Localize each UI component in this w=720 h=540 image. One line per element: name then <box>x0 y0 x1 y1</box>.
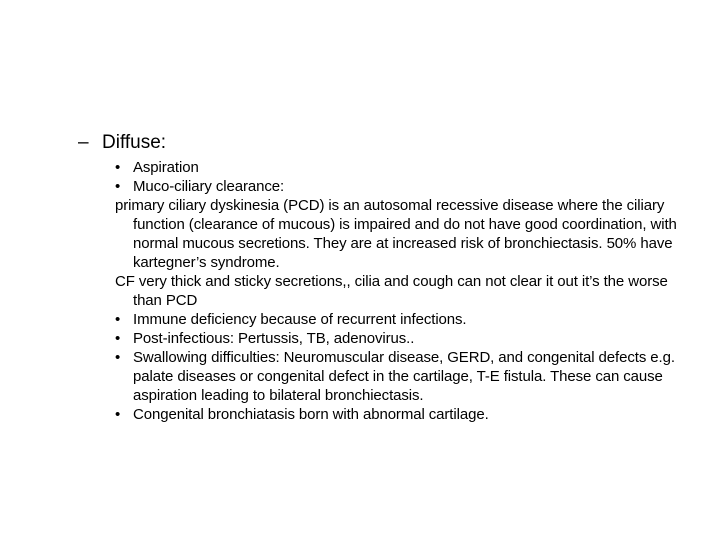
bullet-icon: • <box>115 330 121 347</box>
list-item-text: Aspiration <box>133 159 199 176</box>
list-item-muco-ciliary <box>115 177 690 196</box>
heading-dash: – <box>78 132 89 153</box>
bullet-icon: • <box>115 159 121 176</box>
list-item-aspiration <box>115 158 690 177</box>
list-item-immune-deficiency <box>115 310 690 329</box>
heading-text: Diffuse: <box>102 132 167 153</box>
list-item-congenital <box>115 405 690 424</box>
list-item-post-infectious <box>115 329 690 348</box>
list-item-text: Muco-ciliary clearance: <box>133 178 285 195</box>
paragraph-cf: CF very thick and sticky secretions,, cilia and cough can not clear it out it’s the worse than PCD <box>115 273 668 309</box>
section-heading <box>78 130 166 156</box>
list-item-text: Congenital bronchiatasis born with abnormal cartilage. <box>133 406 489 423</box>
bullet-icon: • <box>115 406 121 423</box>
bullet-icon: • <box>115 311 121 328</box>
paragraph-pcd: primary ciliary dyskinesia (PCD) is an autosomal recessive disease where the ciliary function (clearance of mucous) is impaired and do not have good coordination, with normal mucous secretions. They are at increased risk of bronchiectasis. 50% have kartegner’s syndrome. <box>115 197 677 271</box>
content-list <box>115 158 690 424</box>
list-item-swallowing <box>115 348 690 405</box>
list-item-text: Post-infectious: Pertussis, TB, adenovirus.. <box>133 330 415 347</box>
bullet-icon: • <box>115 349 121 366</box>
list-item-text: Swallowing difficulties: Neuromuscular disease, GERD, and congenital defects e.g. palate diseases or congenital defect in the cartilage, T-E fistula. These can cause aspiration leading to bilateral bronchiectasis. <box>133 349 675 404</box>
list-item-text: Immune deficiency because of recurrent infections. <box>133 311 467 328</box>
bullet-icon: • <box>115 178 121 195</box>
